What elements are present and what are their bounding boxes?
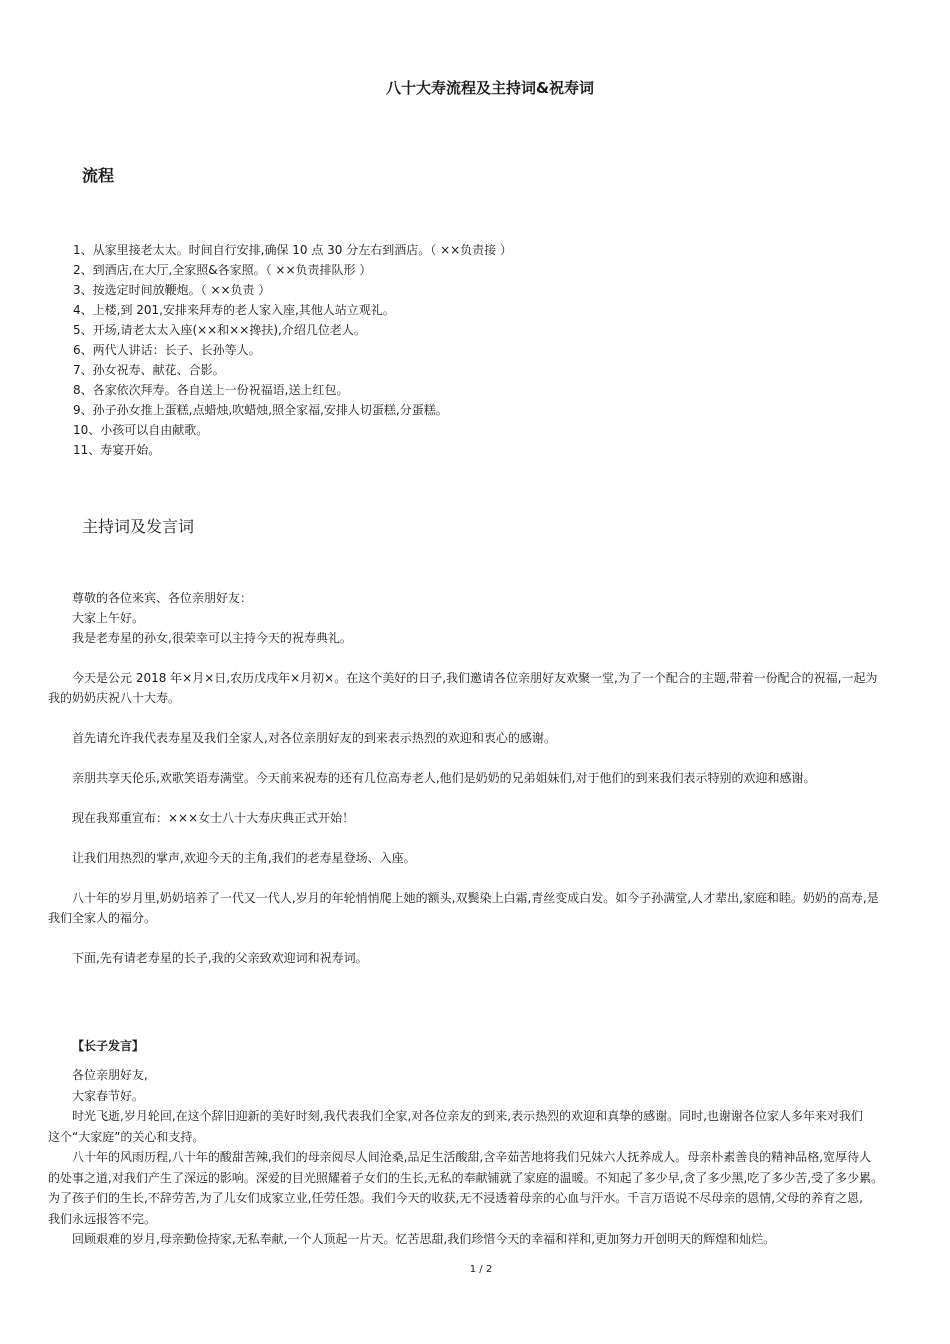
paragraph-line: 今天是公元 2018 年×月×日,农历戊戌年×月初×。在这个美好的日子,我们邀请各位亲朋好友欢聚一堂,为了一个配合的主题,带着一份配合的祝福,一起为 (72, 671, 878, 685)
flow-heading: 流程 (82, 166, 115, 185)
speech-line: 的处事之道,对我们产生了深远的影响。深爱的目光照耀着子女们的生长,无私的奉献铺就了家庭的温暖。不知起了多少早,贪了多少黑,吃了多少苦,受了多少累。 (48, 1170, 884, 1185)
speech-line: 我们永远报答不完。 (48, 1211, 157, 1226)
list-item: 5、开场,请老太太入座(××和××搀扶),介绍几位老人。 (73, 323, 366, 337)
host-paragraph-6 (48, 888, 904, 928)
host-paragraph-5 (48, 848, 904, 868)
paragraph-line: 亲朋共享天伦乐,欢歌笑语寿满堂。今天前来祝寿的还有几位高寿老人,他们是奶奶的兄弟姐妹们,对于他们的到来我们表示特别的欢迎和感谢。 (72, 771, 816, 785)
list-item: 2、到酒店,在大厅,全家照&各家照。（ ××负责排队形 ） (73, 263, 372, 277)
flow-list (73, 240, 512, 460)
list-item: 7、孙女祝寿、献花、合影。 (73, 363, 225, 377)
page-number: 1 / 2 (469, 1264, 493, 1275)
son-speech-heading: 【长子发言】 (72, 1039, 145, 1053)
host-greeting: 尊敬的各位来宾、各位亲朋好友： (72, 591, 253, 605)
host-paragraph-7 (48, 948, 904, 968)
paragraph-line: 现在我郑重宣布：×××女士八十大寿庆典正式开始！ (72, 811, 355, 825)
paragraph-line: 下面,先有请老寿星的长子,我的父亲致欢迎词和祝寿词。 (72, 951, 368, 965)
host-heading: 主持词及发言词 (82, 517, 195, 536)
list-item: 6、两代人讲话：长子、长孙等人。 (73, 343, 261, 357)
list-item: 10、小孩可以自由献歌。 (73, 423, 209, 437)
speech-line: 回顾艰难的岁月,母亲勤俭持家,无私奉献,一个人顶起一片天。忆苦思甜,我们珍惜今天的幸福和祥和,更加努力开创明天的辉煌和灿烂。 (72, 1232, 776, 1246)
host-opening (48, 588, 904, 648)
list-item: 1、从家里接老太太。时间自行安排,确保 10 点 30 分左右到酒店。（ ××负责接 ） (73, 243, 512, 257)
host-intro: 我是老寿星的孙女,很荣幸可以主持今天的祝寿典礼。 (72, 631, 352, 645)
list-item: 8、各家依次拜寿。各自送上一份祝福语,送上红包。 (73, 383, 349, 397)
list-item: 9、孙子孙女推上蛋糕,点蜡烛,吹蜡烛,照全家福,安排人切蛋糕,分蛋糕。 (73, 403, 448, 417)
paragraph-line: 我们全家人的福分。 (48, 911, 157, 925)
speech-line: 这个“大家庭”的关心和支持。 (48, 1129, 205, 1144)
paragraph-line: 让我们用热烈的掌声,欢迎今天的主角,我们的老寿星登场、入座。 (72, 851, 416, 865)
host-paragraph-3 (48, 768, 904, 788)
host-hello: 大家上午好。 (72, 611, 145, 625)
host-paragraph-1 (48, 668, 904, 708)
list-item: 4、上楼,到 201,安排来拜寿的老人家入座,其他人站立观礼。 (73, 303, 395, 317)
speech-line: 大家春节好。 (72, 1088, 145, 1103)
host-paragraph-4 (48, 808, 904, 828)
list-item: 11、寿宴开始。 (73, 443, 161, 457)
page-title: 八十大寿流程及主持词&祝寿词 (385, 79, 595, 97)
speech-line: 各位亲朋好友, (72, 1068, 148, 1082)
paragraph-line: 我的奶奶庆祝八十大寿。 (48, 691, 181, 705)
speech-line: 为了孩子们的生长,不辞劳苦,为了儿女们成家立业,任劳任怨。我们今天的收获,无不浸透着母亲的心血与汗水。千言万语说不尽母亲的恩情,父母的养育之恩, (48, 1191, 863, 1205)
paragraph-line: 八十年的岁月里,奶奶培养了一代又一代人,岁月的年轮悄悄爬上她的额头,双鬓染上白霜,青丝变成白发。如今子孙满堂,人才辈出,家庭和睦。奶奶的高寿,是 (72, 891, 879, 905)
paragraph-line: 首先请允许我代表寿星及我们全家人,对各位亲朋好友的到来表示热烈的欢迎和衷心的感谢。 (72, 731, 556, 745)
speech-line: 八十年的风雨历程,八十年的酸甜苦辣,我们的母亲阅尽人间沧桑,品足生活酸甜,含辛茹苦地将我们兄妹六人抚养成人。母亲朴素善良的精神品格,宽厚待人 (72, 1150, 872, 1164)
list-item: 3、按选定时间放鞭炮。（ ××负责 ） (73, 283, 271, 297)
host-paragraph-2 (48, 728, 904, 748)
son-speech (48, 1065, 904, 1250)
speech-line: 时光飞逝,岁月轮回,在这个辞旧迎新的美好时刻,我代表我们全家,对各位亲友的到来,表示热烈的欢迎和真挚的感谢。同时,也谢谢各位家人多年来对我们 (72, 1109, 863, 1123)
